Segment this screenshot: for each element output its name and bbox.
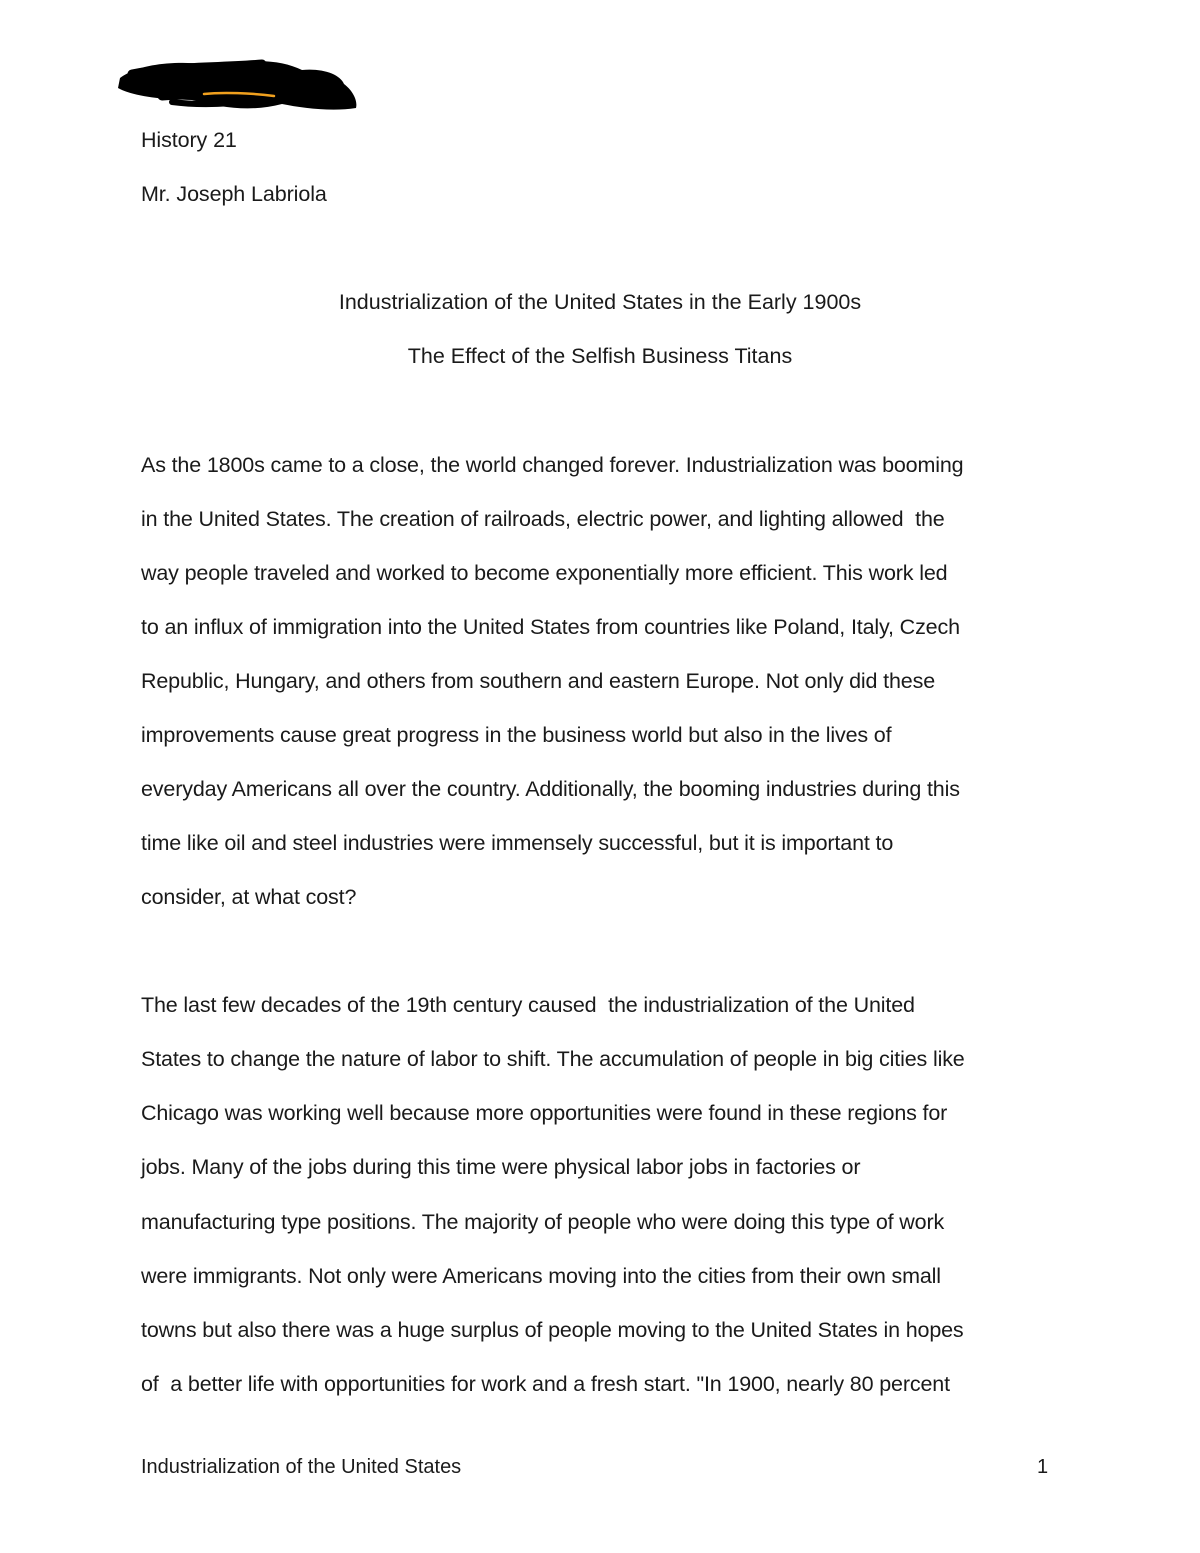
course-name: History 21: [141, 128, 237, 152]
paragraph-line: of a better life with opportunities for work and a fresh start. "In 1900, nearly 80 percent: [141, 1372, 950, 1396]
paragraph-line: consider, at what cost?: [141, 885, 357, 909]
paragraph-line: As the 1800s came to a close, the world changed forever. Industrialization was booming: [141, 453, 964, 477]
redacted-name-scribble: [112, 56, 362, 118]
document-title: Industrialization of the United States in the Early 1900s: [338, 290, 862, 314]
paragraph-line: jobs. Many of the jobs during this time were physical labor jobs in factories or: [141, 1155, 861, 1179]
paragraph-line: manufacturing type positions. The majority of people who were doing this type of work: [141, 1210, 945, 1234]
paragraph-line: everyday Americans all over the country. Additionally, the booming industries during this: [141, 777, 960, 801]
instructor-name: Mr. Joseph Labriola: [141, 182, 327, 206]
paragraph-line: to an influx of immigration into the United States from countries like Poland, Italy, Czech: [141, 615, 960, 639]
paragraph-line: Chicago was working well because more opportunities were found in these regions for: [141, 1101, 948, 1125]
page-number: 1: [1037, 1456, 1049, 1478]
document-subtitle: The Effect of the Selfish Business Titans: [407, 344, 793, 368]
paragraph-line: way people traveled and worked to become exponentially more efficient. This work led: [141, 561, 948, 585]
paragraph-line: towns but also there was a huge surplus of people moving to the United States in hopes: [141, 1318, 964, 1342]
paragraph-line: States to change the nature of labor to shift. The accumulation of people in big cities like: [141, 1047, 965, 1071]
paragraph-line: time like oil and steel industries were immensely successful, but it is important to: [141, 831, 894, 855]
paragraph-line: Republic, Hungary, and others from southern and eastern Europe. Not only did these: [141, 669, 936, 693]
paragraph-line: The last few decades of the 19th century caused the industrialization of the United: [141, 993, 915, 1017]
paragraph-line: were immigrants. Not only were Americans moving into the cities from their own small: [141, 1264, 941, 1288]
paragraph-line: improvements cause great progress in the business world but also in the lives of: [141, 723, 892, 747]
paragraph-line: in the United States. The creation of railroads, electric power, and lighting allowed the: [141, 507, 945, 531]
footer-running-title: Industrialization of the United States: [141, 1456, 462, 1478]
